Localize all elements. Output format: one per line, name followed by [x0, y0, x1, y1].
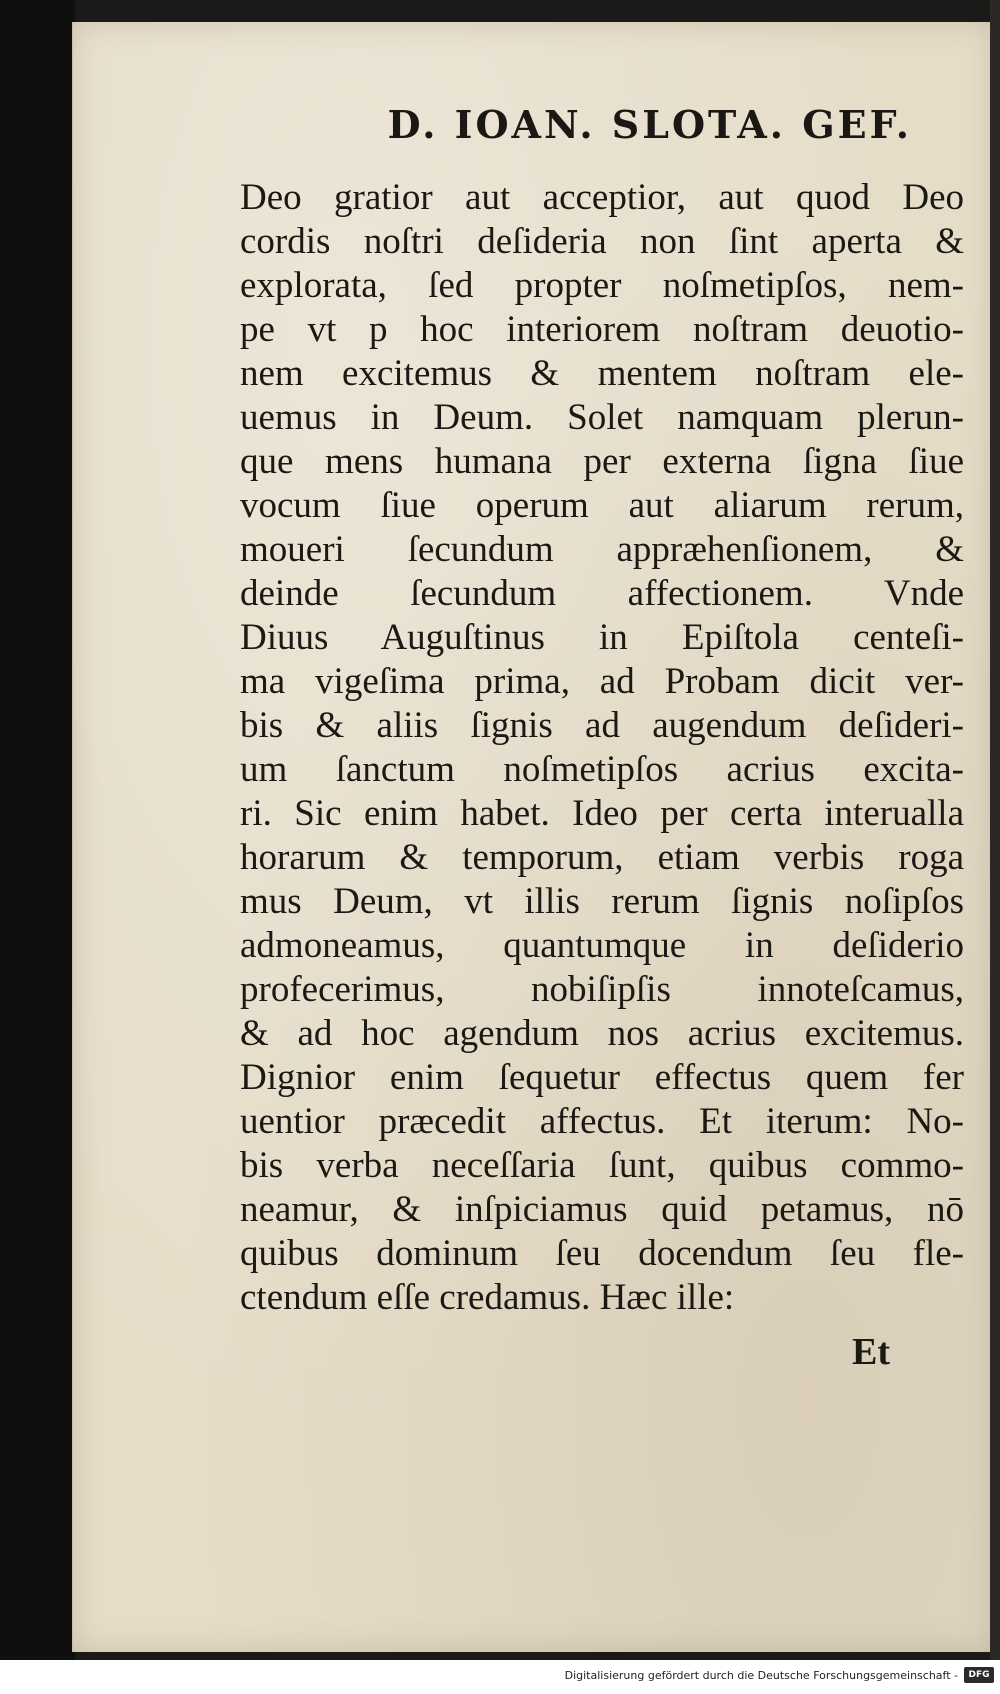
text-line: & ad hoc agendum nos acrius excitemus.: [240, 1013, 964, 1054]
scan-right-edge: [990, 0, 1000, 1660]
running-header: D. IOAN. SLOTA. GEF.: [387, 102, 912, 147]
text-line: ma vigeſima prima, ad Probam dicit ver-: [240, 661, 964, 702]
text-line: pe vt p hoc interiorem noſtram deuotio-: [240, 309, 964, 350]
dfg-logo-icon[interactable]: DFG: [964, 1667, 994, 1683]
text-line: profecerimus, nobiſipſis innoteſcamus,: [240, 969, 964, 1010]
text-line: nem excitemus & mentem noſtram ele-: [240, 353, 964, 394]
body-text: [240, 176, 964, 1320]
text-line: Diuus Auguſtinus in Epiſtola centeſi-: [240, 617, 964, 658]
text-line: horarum & temporum, etiam verbis roga: [240, 837, 964, 878]
text-line: Deo gratior aut acceptior, aut quod Deo: [240, 177, 964, 218]
text-line: mus Deum, vt illis rerum ſignis noſipſos: [240, 881, 964, 922]
text-line: uemus in Deum. Solet namquam plerun-: [240, 397, 964, 438]
text-line: quibus dominum ſeu docendum ſeu fle-: [240, 1233, 964, 1274]
funding-credit: Digitalisierung gefördert durch die Deutsche Forschungsgemeinschaft -: [564, 1669, 958, 1682]
catchword: Et: [852, 1331, 890, 1373]
text-line: bis & aliis ſignis ad augendum deſideri-: [240, 705, 964, 746]
text-line: moueri ſecundum apprӕhenſionem, &: [240, 529, 964, 570]
text-line: admoneamus, quantumque in deſiderio: [240, 925, 964, 966]
text-line: ri. Sic enim habet. Ideo per certa interualla: [240, 793, 964, 834]
text-line: vocum ſiue operum aut aliarum rerum,: [240, 485, 964, 526]
text-line: uentior prӕcedit affectus. Et iterum: No-: [240, 1101, 964, 1142]
text-line: deinde ſecundum affectionem. Vnde: [240, 573, 964, 614]
text-line: cordis noſtri deſideria non ſint aperta &: [240, 221, 964, 262]
text-line: neamur, & inſpiciamus quid petamus, nō: [240, 1189, 964, 1230]
footer-bar: [0, 1660, 1000, 1694]
text-line: explorata, ſed propter noſmetipſos, nem-: [240, 265, 964, 306]
text-line: um ſanctum noſmetipſos acrius excita-: [240, 749, 964, 790]
scan-left-margin: [0, 0, 75, 1660]
text-line: bis verba neceſſaria ſunt, quibus commo-: [240, 1145, 964, 1186]
text-line: que mens humana per externa ſigna ſiue: [240, 441, 964, 482]
text-line: ctendum eſſe credamus. Hӕc ille:: [240, 1277, 735, 1318]
text-line: Dignior enim ſequetur effectus quem fer: [240, 1057, 964, 1098]
